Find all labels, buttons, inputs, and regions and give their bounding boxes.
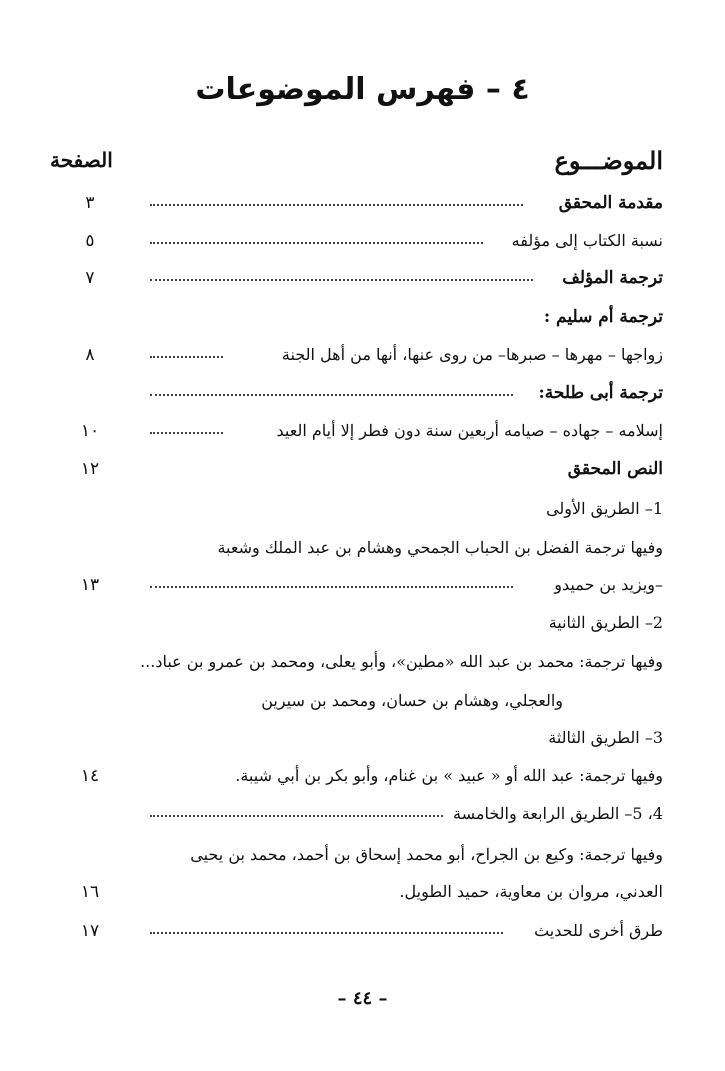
toc-entry-text: نسبة الكتاب إلى مؤلفه	[511, 231, 663, 250]
page-number: – ٤٤ –	[337, 988, 388, 1009]
toc-entry-text: 2– الطريق الثانية	[548, 613, 663, 632]
toc-entry-text: 4، 5– الطريق الرابعة والخامسة	[453, 804, 663, 823]
toc-entry-page: ٨	[85, 345, 95, 365]
toc-entry-text: وفيها ترجمة الفضل بن الحباب الجمحي وهشام بن عبد الملك وشعبة	[217, 538, 663, 557]
toc-entry-text: ترجمة أم سليم :	[543, 307, 663, 327]
toc-entry-text: مقدمة المحقق	[558, 193, 663, 213]
toc-entry-text: ترجمة أبى طلحة:	[538, 383, 663, 403]
toc-entry-text: وفيها ترجمة: وكيع بن الجراح، أبو محمد إسحاق بن أحمد، محمد بن يحيى	[190, 845, 663, 864]
dot-leader	[150, 394, 513, 396]
toc-entry	[50, 877, 663, 911]
toc-entry	[50, 533, 663, 567]
toc-entry-text: –ويزيد بن حميدو	[554, 575, 663, 594]
toc-entry	[50, 340, 663, 374]
toc-entry	[50, 263, 663, 297]
toc-entry-text: 1– الطريق الأولى	[546, 499, 663, 518]
toc-entry-page: ١٢	[80, 459, 100, 479]
toc-entry	[50, 916, 663, 950]
toc-entry	[50, 378, 663, 412]
toc-entry-text: النص المحقق	[567, 459, 663, 479]
toc-entry-text: والعجلي، وهشام بن حسان، ومحمد بن سيرين	[261, 691, 563, 710]
toc-entry	[50, 570, 663, 604]
topic-column-header: الموضـــوع	[554, 146, 663, 175]
toc-entry-text: وفيها ترجمة: محمد بن عبد الله «مطين»، وأبو يعلى، ومحمد بن عمرو بن عباد...	[140, 652, 663, 671]
toc-entry-page: ١٧	[80, 921, 100, 941]
toc-entry	[50, 454, 663, 488]
toc-entry-text: إسلامه – جهاده – صيامه أربعين سنة دون فطر إلا أيام العيد	[276, 421, 663, 440]
dot-leader	[150, 586, 513, 588]
toc-entry	[50, 494, 663, 528]
toc-entry	[50, 723, 663, 757]
dot-leader	[150, 204, 523, 206]
toc-entry-page: ١٣	[80, 575, 100, 595]
page-title: ٤ – فهرس الموضوعات	[195, 72, 530, 107]
dot-leader	[150, 815, 443, 817]
toc-entry	[50, 686, 663, 720]
dot-leader	[150, 279, 533, 281]
page-column-header: الصفحة	[50, 148, 113, 172]
toc-entry	[50, 840, 663, 874]
toc-entry-text: زواجها – مهرها – صبرها– من روى عنها، أنها من أهل الجنة	[281, 345, 663, 364]
toc-entry	[50, 226, 663, 260]
dot-leader	[150, 242, 483, 244]
toc-entry-page: ٣	[85, 193, 95, 213]
toc-entry-text: 3– الطريق الثالثة	[548, 728, 663, 747]
toc-entry	[50, 416, 663, 450]
toc-entry-page: ١٤	[80, 766, 100, 786]
toc-entry-text: وفيها ترجمة: عبد الله أو « عبيد » بن غنام، وأبو بكر بن أبي شيبة.	[235, 766, 663, 785]
dot-leader	[150, 432, 223, 434]
toc-entry-page: ٧	[85, 268, 95, 288]
toc-entry	[50, 799, 663, 833]
toc-entry	[50, 608, 663, 642]
toc-entry	[50, 761, 663, 795]
toc-entry-page: ١٠	[80, 421, 100, 441]
dot-leader	[150, 356, 223, 358]
toc-entry-text: العدني، مروان بن معاوية، حميد الطويل.	[399, 882, 663, 901]
toc-entry-text: طرق أخرى للحديث	[534, 921, 663, 940]
toc-entry-text: ترجمة المؤلف	[562, 268, 663, 288]
toc-entry	[50, 647, 663, 681]
toc-entry	[50, 188, 663, 222]
dot-leader	[150, 932, 503, 934]
toc-entry-page: ١٦	[80, 882, 100, 902]
toc-entry	[50, 302, 663, 336]
toc-entry-page: ٥	[85, 231, 95, 251]
